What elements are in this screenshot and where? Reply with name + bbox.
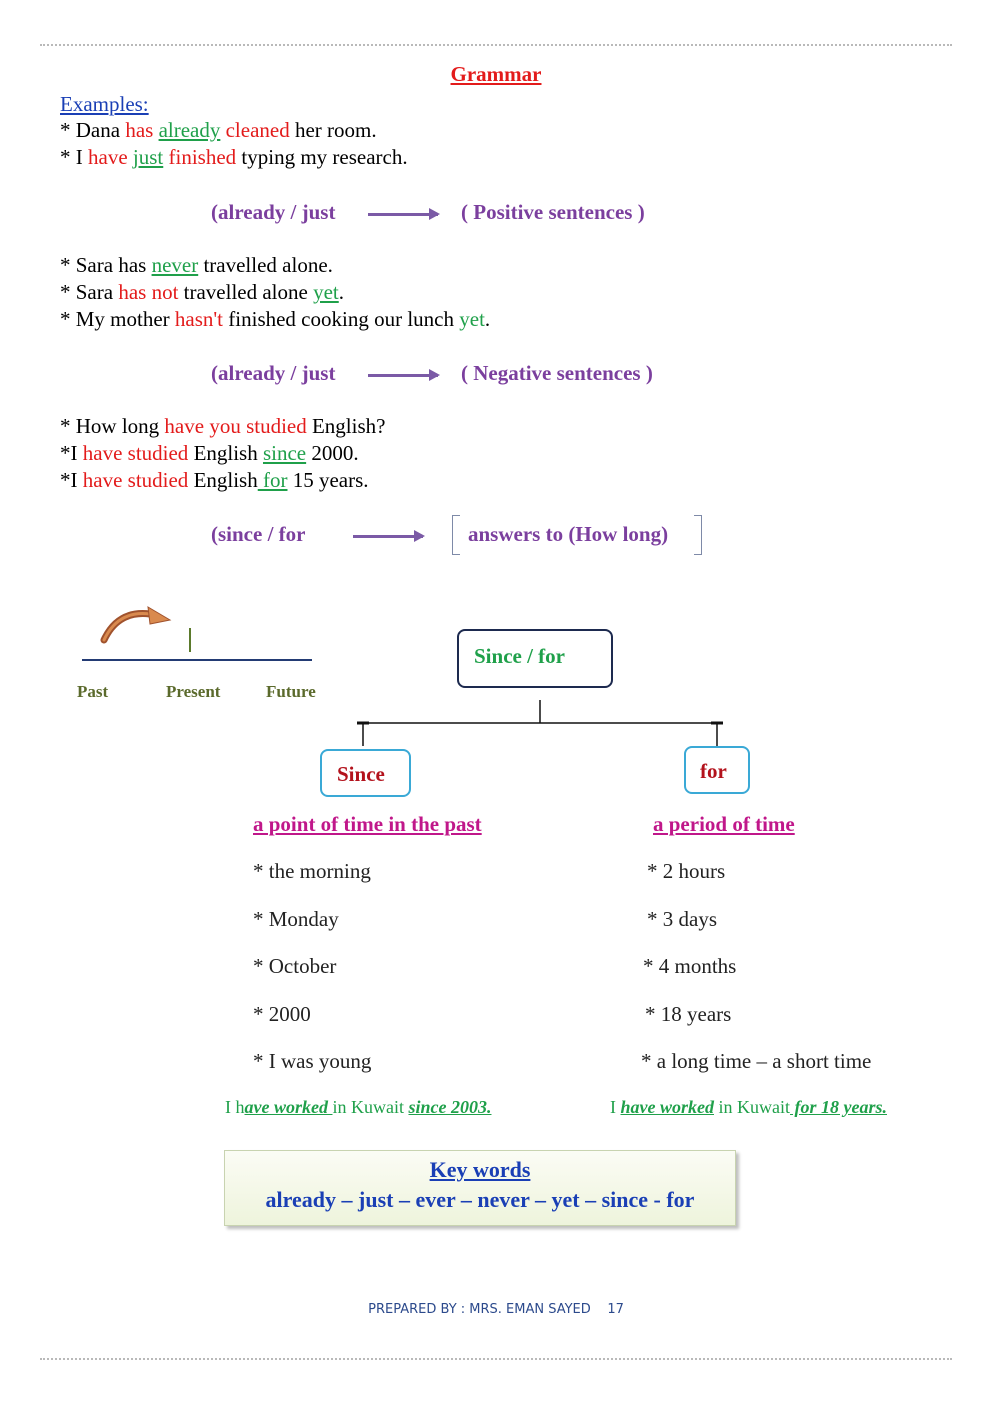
tree-root-label: Since / for	[474, 644, 565, 668]
sentence-segment: yet	[459, 307, 485, 331]
tree-connectors	[355, 698, 725, 748]
since-example	[225, 1097, 491, 1118]
for-item: * 18 years	[645, 1002, 732, 1026]
example-segment: in Kuwait	[332, 1097, 409, 1117]
sentence-segment: yet	[313, 280, 339, 304]
example-segment: for 18 years.	[790, 1097, 887, 1117]
example-segment: ave worked	[244, 1097, 333, 1117]
since-item: * 2000	[253, 1002, 311, 1026]
for-item: * 2 hours	[647, 859, 726, 883]
example-segment: I h	[225, 1097, 245, 1117]
right-arrow-icon	[353, 535, 423, 538]
sentence-segment: since	[262, 441, 307, 465]
tree-root-box	[457, 629, 613, 688]
key-words-box	[224, 1150, 736, 1226]
sentence-segment: finished	[168, 145, 237, 169]
example-sentence	[60, 307, 490, 332]
timeline-present: Present	[166, 682, 221, 701]
sentence-segment: just	[132, 145, 164, 169]
timeline-past: Past	[77, 682, 109, 701]
sentence-segment: have	[88, 145, 128, 169]
since-item: * Monday	[253, 907, 339, 931]
sentence-segment: already	[158, 118, 221, 142]
sentence-segment: 2000.	[306, 441, 359, 465]
sentence-segment: finished cooking our lunch	[223, 307, 460, 331]
examples-label: Examples:	[60, 92, 149, 116]
sentence-segment: for	[257, 468, 288, 492]
sentence-segment: have you studied	[164, 414, 307, 438]
sentence-segment: * Sara	[60, 280, 119, 304]
sentence-segment: * How long	[60, 414, 165, 438]
right-arrow-icon	[368, 213, 438, 216]
example-sentence	[60, 441, 359, 466]
sentence-segment: has	[125, 118, 154, 142]
sentence-segment: * Sara has	[60, 253, 152, 277]
example-segment: since 2003.	[408, 1097, 492, 1117]
sentence-segment: typing my research.	[236, 145, 408, 169]
prepared-by: PREPARED BY : MRS. EMAN SAYED	[368, 1302, 591, 1317]
for-heading: a period of time	[653, 812, 795, 836]
example-sentence	[60, 145, 408, 170]
sentence-segment: have studied	[82, 468, 189, 492]
since-box	[320, 749, 411, 797]
sentence-segment: travelled alone.	[198, 253, 333, 277]
top-border	[40, 44, 952, 48]
for-example	[610, 1097, 887, 1118]
sentence-segment: * My mother	[60, 307, 175, 331]
sentence-segment: *I	[60, 441, 83, 465]
sentence-segment: * Dana	[60, 118, 126, 142]
example-segment: I	[610, 1097, 621, 1117]
for-label: for	[700, 759, 727, 783]
timeline-graphic	[78, 604, 328, 668]
key-words-list: already – just – ever – never – yet – since - for	[265, 1187, 695, 1212]
sentence-segment: * I	[60, 145, 88, 169]
sentence-segment: has not	[118, 280, 179, 304]
sentence-segment: .	[338, 280, 344, 304]
bottom-border	[40, 1358, 952, 1362]
since-item: * October	[253, 954, 337, 978]
sentence-segment: English?	[306, 414, 386, 438]
sentence-segment: 15 years.	[287, 468, 369, 492]
example-segment: in Kuwait	[714, 1097, 790, 1117]
rule-right: ( Positive sentences )	[461, 200, 645, 224]
key-words-title: Key words	[429, 1157, 531, 1182]
timeline-future: Future	[266, 682, 316, 701]
rule-right: ( Negative sentences )	[461, 361, 653, 385]
example-sentence	[60, 468, 369, 493]
sentence-segment: have studied	[82, 441, 189, 465]
sentence-segment: English	[188, 468, 258, 492]
for-item: * a long time – a short time	[641, 1049, 872, 1073]
sentence-segment: her room.	[289, 118, 377, 142]
sentence-segment: English	[188, 441, 263, 465]
right-arrow-icon	[368, 374, 438, 377]
example-segment: have worked	[620, 1097, 714, 1117]
page-footer	[0, 1302, 992, 1317]
since-item: * I was young	[253, 1049, 372, 1073]
example-sentence	[60, 280, 344, 305]
sentence-segment: hasn't	[174, 307, 224, 331]
right-bracket	[694, 515, 702, 555]
sentence-segment: .	[484, 307, 491, 331]
rule-left: (since / for	[211, 522, 306, 546]
example-sentence	[60, 118, 377, 143]
for-box	[684, 746, 750, 794]
since-label: Since	[337, 762, 385, 786]
page-number: 17	[607, 1302, 624, 1317]
for-item: * 4 months	[643, 954, 737, 978]
rule-left: (already / just	[211, 200, 336, 224]
example-sentence	[60, 414, 385, 439]
example-sentence	[60, 253, 333, 278]
for-item: * 3 days	[647, 907, 717, 931]
rule-left: (already / just	[211, 361, 336, 385]
sentence-segment: travelled alone	[178, 280, 314, 304]
since-item: * the morning	[253, 859, 371, 883]
rule-right: answers to (How long)	[468, 522, 669, 546]
sentence-segment: *I	[60, 468, 83, 492]
sentence-segment: cleaned	[225, 118, 290, 142]
sentence-segment: never	[151, 253, 199, 277]
left-bracket	[452, 515, 460, 555]
since-heading: a point of time in the past	[253, 812, 482, 836]
page-title: Grammar	[450, 62, 542, 86]
